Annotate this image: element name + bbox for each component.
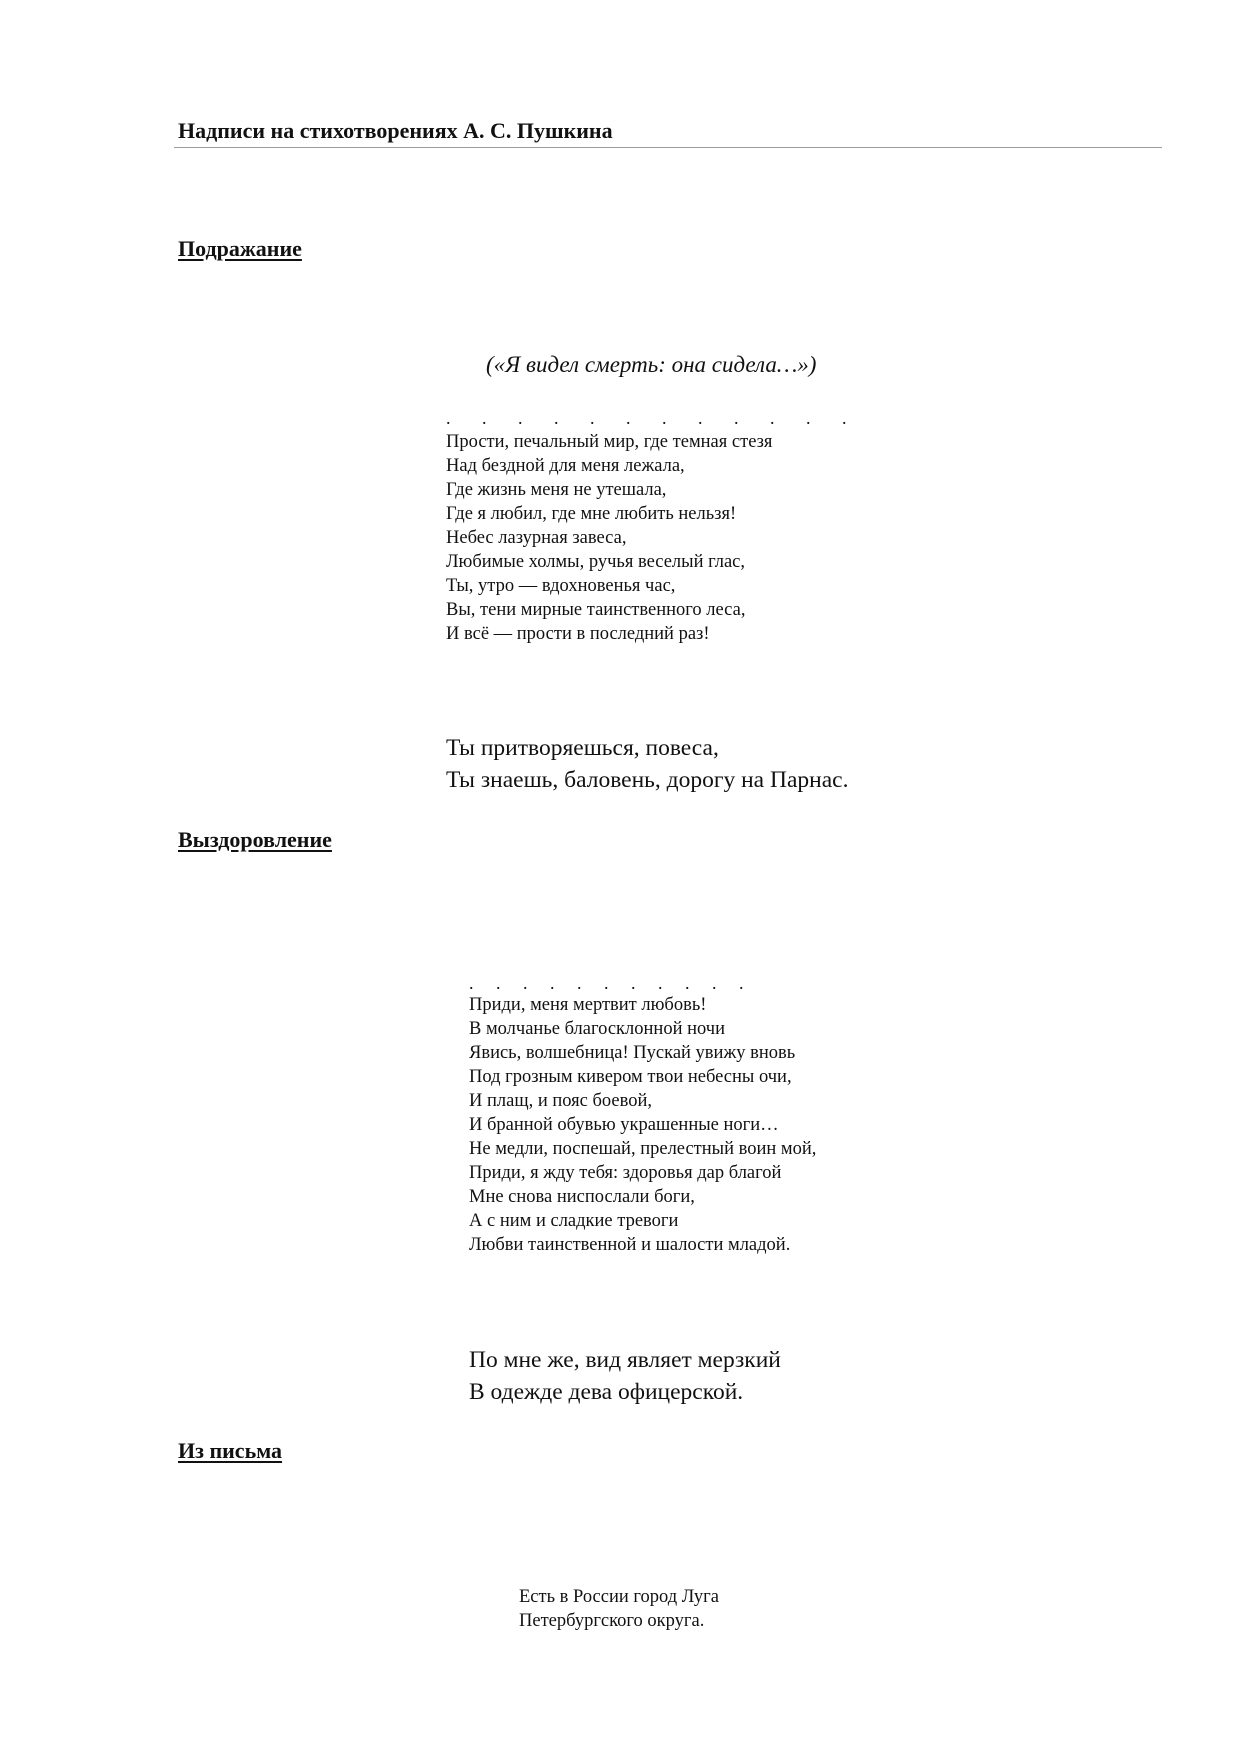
verse-line: Под грозным кивером твои небесны очи, <box>469 1067 792 1087</box>
inscription-line: По мне же, вид являет мерзкий <box>469 1347 781 1373</box>
verse-line: Приди, я жду тебя: здоровья дар благой <box>469 1163 782 1183</box>
verse-line: Не медли, поспешай, прелестный воин мой, <box>469 1139 817 1159</box>
verse-block <box>519 1585 719 1633</box>
verse-line: И всё — прости в последний раз! <box>446 624 710 644</box>
inscription-line: Ты знаешь, баловень, дорогу на Парнас. <box>446 767 849 793</box>
inscription-block <box>446 732 848 796</box>
inscription-line: Ты притворяешься, повеса, <box>446 735 719 761</box>
verse-line: Мне снова ниспослали боги, <box>469 1187 695 1207</box>
section-heading-letter: Из письма <box>178 1438 283 1463</box>
verse-line: Прости, печальный мир, где темная стезя <box>446 432 773 452</box>
verse-line: Петербургского округа. <box>519 1611 705 1631</box>
epigraph: («Я видел смерть: она сидела…») <box>486 352 817 377</box>
header-divider <box>174 147 1162 148</box>
verse-line: Небес лазурная завеса, <box>446 528 627 548</box>
verse-block <box>446 430 772 646</box>
verse-line: И плащ, и пояс боевой, <box>469 1091 652 1111</box>
verse-line: Любви таинственной и шалости младой. <box>469 1235 791 1255</box>
verse-line: Над бездной для меня лежала, <box>446 456 685 476</box>
verse-line: Где я любил, где мне любить нельзя! <box>446 504 737 524</box>
section-heading-recovery: Выздоровление <box>178 827 332 852</box>
inscription-line: В одежде дева офицерской. <box>469 1379 744 1405</box>
verse-line: В молчанье благосклонной ночи <box>469 1019 725 1039</box>
verse-line: Вы, тени мирные таинственного леса, <box>446 600 746 620</box>
verse-line: И бранной обувью украшенные ноги… <box>469 1115 779 1135</box>
document-header-title: Надписи на стихотворениях А. С. Пушкина <box>178 118 613 143</box>
verse-line: Где жизнь меня не утешала, <box>446 480 667 500</box>
ellipsis-dots: . . . . . . . . . . . <box>469 973 744 993</box>
inscription-block <box>469 1344 781 1408</box>
verse-line: Любимые холмы, ручья веселый глас, <box>446 552 746 572</box>
verse-line: Ты, утро — вдохновенья час, <box>446 576 676 596</box>
verse-line: Приди, меня мертвит любовь! <box>469 995 707 1015</box>
verse-block <box>469 993 816 1257</box>
section-heading-imitation: Подражание <box>178 236 302 261</box>
ellipsis-dots: . . . . . . . . . . . . <box>446 408 847 428</box>
verse-line: Явись, волшебница! Пускай увижу вновь <box>469 1043 796 1063</box>
verse-line: А с ним и сладкие тревоги <box>469 1211 679 1231</box>
verse-line: Есть в России город Луга <box>519 1587 719 1607</box>
